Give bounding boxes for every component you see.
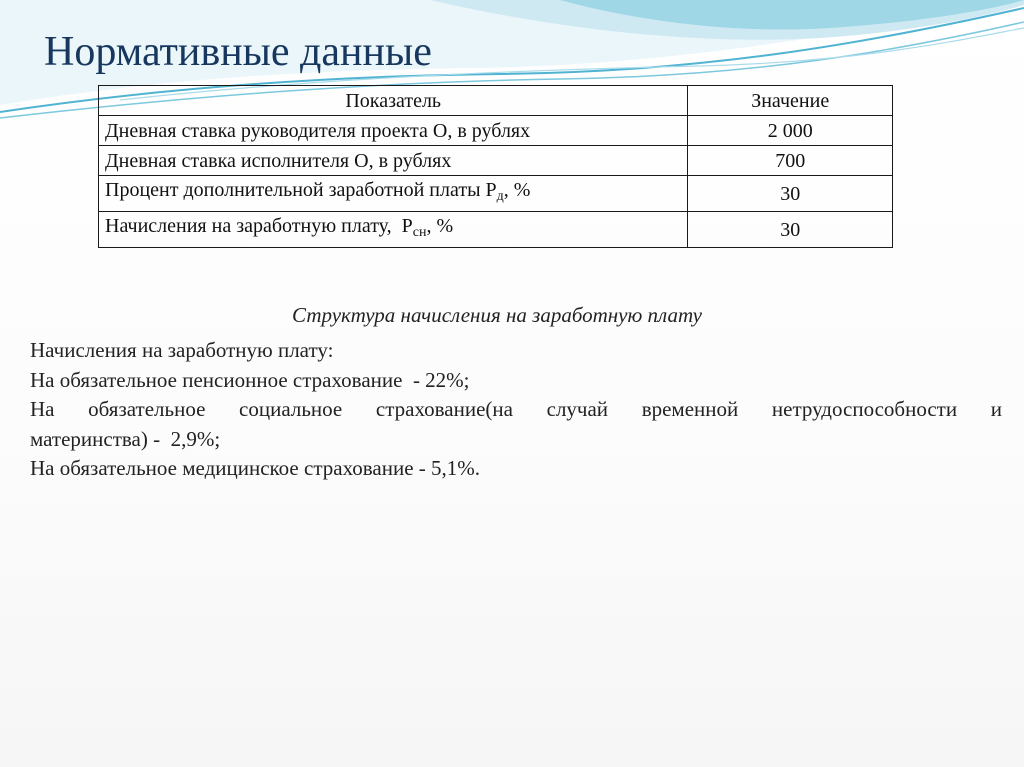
cell-value: 30 xyxy=(688,176,893,212)
indicator-unit: , % xyxy=(426,215,454,237)
cell-indicator xyxy=(99,212,688,248)
indicator-unit: , % xyxy=(503,179,531,201)
indicator-subscript: сн xyxy=(412,225,427,240)
table-row xyxy=(99,146,893,176)
pension-line: На обязательное пенсионное страхование - 22%; xyxy=(30,367,470,392)
cell-indicator xyxy=(99,176,688,212)
table-row xyxy=(99,212,893,248)
table-header-row xyxy=(99,86,893,116)
body-text xyxy=(30,336,1002,484)
page-title: Нормативные данные xyxy=(44,29,432,75)
header-indicator: Показатель xyxy=(99,86,688,116)
intro-line: Начисления на заработную плату: xyxy=(30,338,334,362)
normative-data-table xyxy=(98,85,893,248)
cell-value: 30 xyxy=(688,212,893,248)
cell-indicator: Дневная ставка руководителя проекта О, в рублях xyxy=(99,116,688,146)
medical-line: На обязательное медицинское страхование - 5,1%. xyxy=(30,456,481,480)
table-row xyxy=(99,116,893,146)
cell-indicator: Дневная ставка исполнителя О, в рублях xyxy=(99,146,688,176)
indicator-text: Начисления на заработную плату, Р xyxy=(105,215,413,237)
header-value: Значение xyxy=(688,86,893,116)
indicator-subscript: д xyxy=(496,189,504,204)
social-line: На обязательное социальное страхование(на случай временной нетрудоспособности и xyxy=(30,397,1002,421)
social-line-continued: материнства) - 2,9%; xyxy=(30,426,221,451)
cell-value: 2 000 xyxy=(688,116,893,146)
section-heading: Структура начисления на заработную плату xyxy=(292,303,702,327)
indicator-text: Процент дополнительной заработной платы Р xyxy=(105,179,497,201)
cell-value: 700 xyxy=(688,146,893,176)
table-row xyxy=(99,176,893,212)
